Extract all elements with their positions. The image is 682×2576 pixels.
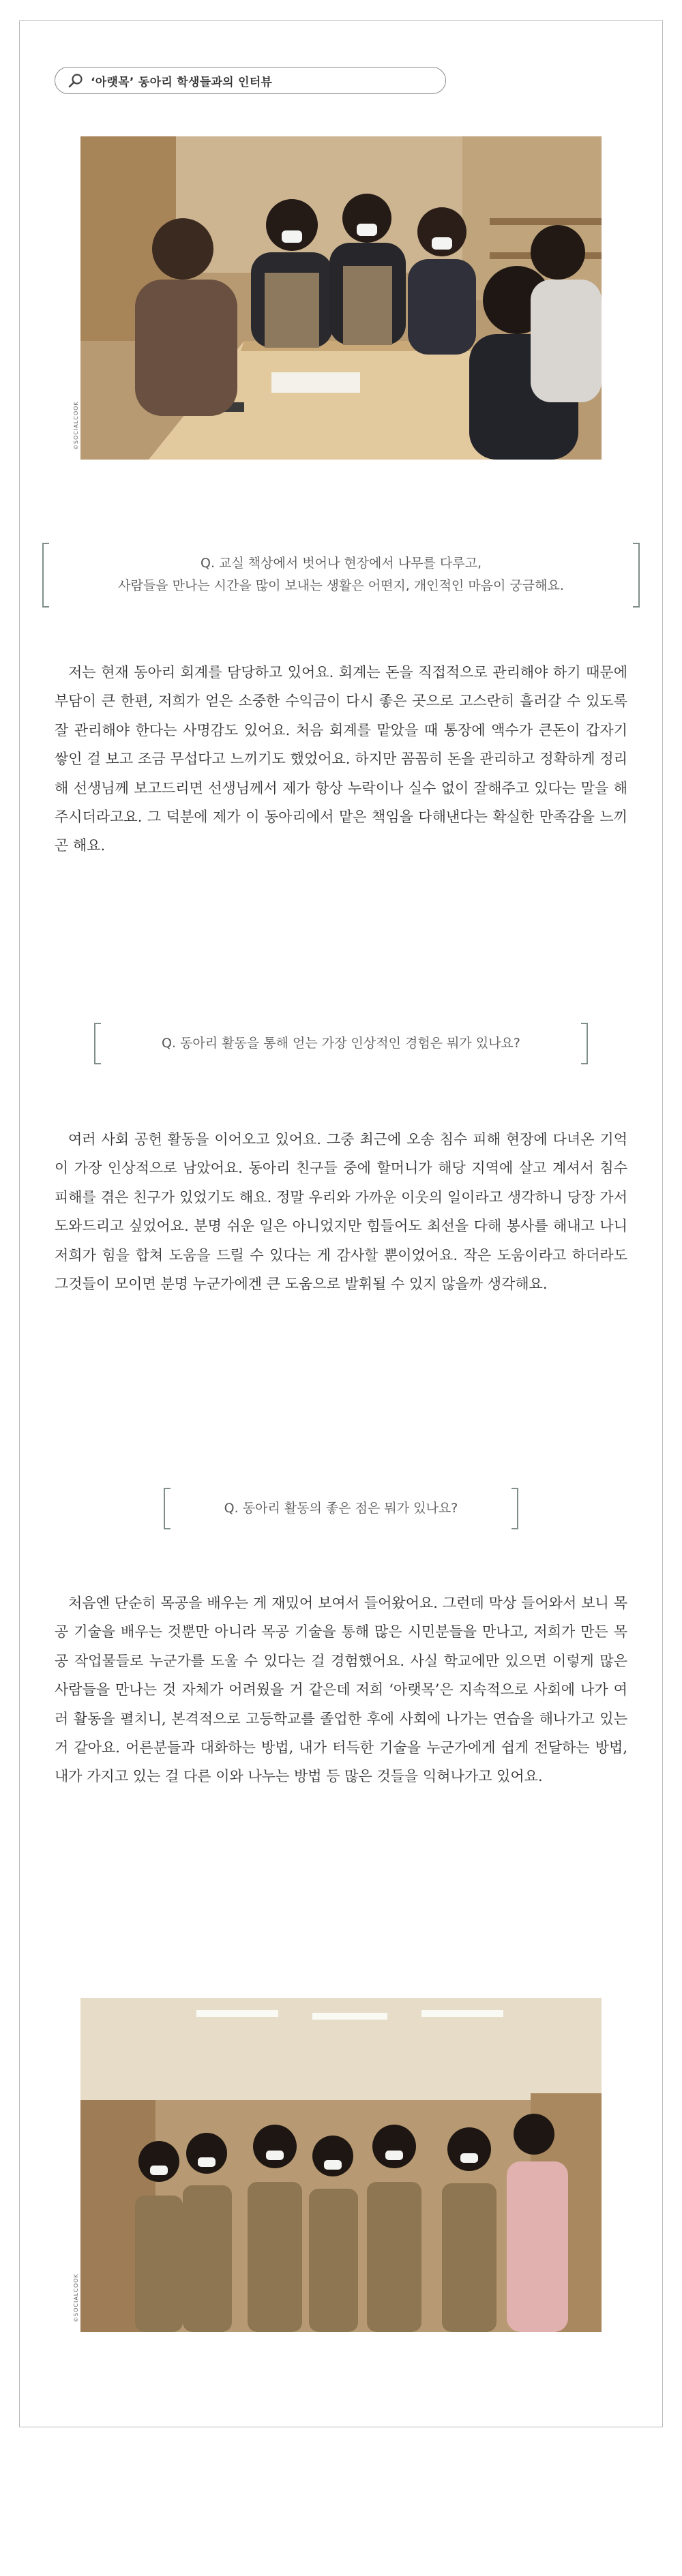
question-2 xyxy=(0,1023,682,1064)
answer-3: 처음엔 단순히 목공을 배우는 게 재밌어 보여서 들어왔어요. 그런데 막상 들어와서 보니 목공 기술을 배우는 것뿐만 아니라 목공 기술을 통해 많은 시민분들을 만나고, 저희가 만든 목공 작업물들로 누군가를 도울 수 있다는 걸 경험했어요. 사실 학교에만 있으면 이렇게 많은 사람들을 만나는 것 자체가 어려웠을 거 같은데 저희 ‘아랫목’은 지속적으로 사회에 나가 여러 활동을 펼치니, 본격적으로 고등학교를 졸업한 후에 사회에 나가는 연습을 해나가고 있는 거 같아요. 어른분들과 대화하는 방법, 내가 터득한 기술을 누군가에게 쉽게 전달하는 방법, 내가 가지고 있는 걸 다른 이와 나누는 방법 등 많은 것들을 익혀나가고 있어요. xyxy=(55,1595,627,1785)
bracket-left xyxy=(164,1488,170,1529)
photo-credit: ©SOCIALCOOK xyxy=(73,401,79,450)
question-text: Q. 동아리 활동을 통해 얻는 가장 인상적인 경험은 뭐가 있나요? xyxy=(162,1036,520,1051)
photo-credit: ©SOCIALCOOK xyxy=(73,2273,79,2322)
bracket-right xyxy=(512,1488,518,1529)
photo-workshop-meeting xyxy=(73,136,602,460)
photo-group xyxy=(73,1998,602,2332)
bracket-left xyxy=(42,543,49,608)
question-1 xyxy=(0,543,682,608)
bracket-left xyxy=(94,1023,101,1064)
answer-2: 여러 사회 공헌 활동을 이어오고 있어요. 그중 최근에 오송 침수 피해 현장에 다녀온 기억이 가장 인상적으로 남았어요. 동아리 친구들 중에 할머니가 해당 지역에 살고 계셔서 침수 피해를 겪은 친구가 있었기도 해요. 정말 우리와 가까운 이웃의 일이라고 생각하니 당장 가서 도와드리고 싶었어요. 분명 쉬운 일은 아니었지만 힘들어도 최선을 다해 봉사를 해내고 나니 저희가 힘을 합쳐 도움을 드릴 수 있다는 게 감사할 뿐이었어요. 작은 도움이라고 하더라도 그것들이 모이면 분명 누군가에겐 큰 도움으로 발휘될 수 있지 않을까 생각해요. xyxy=(55,1131,627,1293)
bracket-right xyxy=(633,543,640,608)
section-title: ‘아랫목’ 동아리 학생들과의 인터뷰 xyxy=(91,75,273,89)
question-3 xyxy=(0,1488,682,1529)
search-icon xyxy=(68,72,84,89)
question-text: Q. 교실 책상에서 벗어나 현장에서 나무를 다루고, xyxy=(201,556,481,571)
section-title-pill xyxy=(55,67,446,94)
bracket-right xyxy=(581,1023,588,1064)
answer-1: 저는 현재 동아리 회계를 담당하고 있어요. 회계는 돈을 직접적으로 관리해야 하기 때문에 부담이 큰 한편, 저희가 얻은 소중한 수익금이 다시 좋은 곳으로 고스란히 흘러갈 수 있도록 잘 관리해야 한다는 사명감도 있어요. 처음 회계를 맡았을 때 통장에 액수가 큰돈이 갑자기 쌓인 걸 보고 조금 무섭다고 느끼기도 했었어요. 하지만 꼼꼼히 돈을 관리하고 정확하게 정리해 선생님께 보고드리면 선생님께서 제가 항상 누락이나 실수 없이 잘해주고 있다는 말을 해주시더라고요. 그 덕분에 제가 이 동아리에서 맡은 책임을 다해낸다는 확실한 만족감을 느끼곤 해요. xyxy=(55,664,627,854)
question-text: Q. 동아리 활동의 좋은 점은 뭐가 있나요? xyxy=(224,1501,458,1516)
question-text: 사람들을 만나는 시간을 많이 보내는 생활은 어떤지, 개인적인 마음이 궁금해요. xyxy=(118,578,564,594)
